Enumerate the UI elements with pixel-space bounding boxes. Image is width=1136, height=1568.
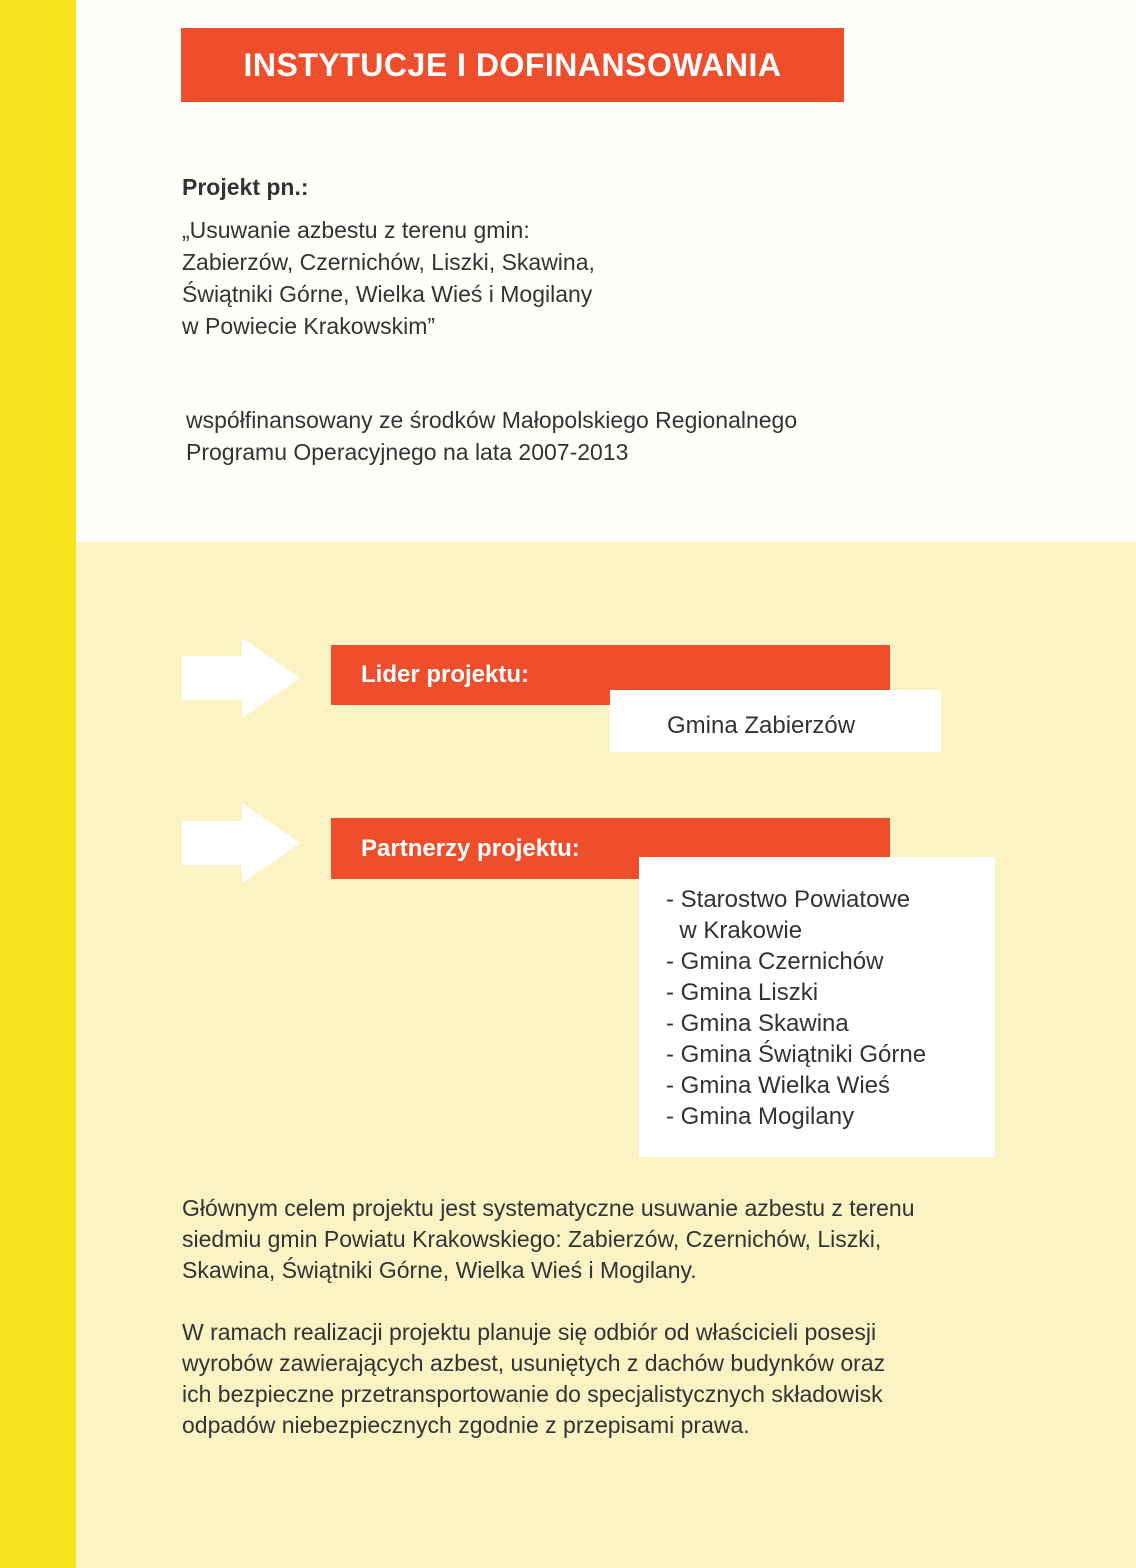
list-item: w Krakowie	[666, 917, 803, 944]
partners-label: Partnerzy projektu:	[331, 818, 890, 879]
list-item: - Starostwo Powiatowe	[666, 886, 911, 913]
funding-line: Programu Operacyjnego na lata 2007-2013	[186, 439, 629, 465]
leader-label: Lider projektu:	[331, 645, 890, 705]
list-item: - Gmina Skawina	[666, 1010, 849, 1037]
arrow-right-icon	[182, 803, 306, 883]
list-item: - Gmina Wielka Wieś	[666, 1072, 891, 1099]
paragraph-line: ich bezpieczne przetransportowanie do specjalistycznych składowisk	[182, 1381, 883, 1407]
arrow-right-icon	[182, 638, 306, 718]
yellow-side-bar	[0, 0, 76, 1568]
paragraph-line: odpadów niebezpiecznych zgodnie z przepisami prawa.	[182, 1412, 750, 1438]
project-label: Projekt pn.:	[182, 174, 309, 200]
list-item: - Gmina Świątniki Górne	[666, 1041, 927, 1068]
paragraph-line: W ramach realizacji projektu planuje się odbiór od właścicieli posesji	[182, 1319, 877, 1345]
page-title: INSTYTUCJE I DOFINANSOWANIA	[181, 28, 844, 102]
list-item: - Gmina Mogilany	[666, 1103, 855, 1130]
leader-value: Gmina Zabierzów	[667, 712, 856, 739]
partners-list	[666, 884, 926, 1132]
project-name-line: w Powiecie Krakowskim”	[182, 313, 436, 339]
funding-line: współfinansowany ze środków Małopolskiego Regionalnego	[186, 407, 798, 433]
paragraph-line: wyrobów zawierających azbest, usuniętych z dachów budynków oraz	[182, 1350, 886, 1376]
list-item: - Gmina Czernichów	[666, 948, 884, 975]
paragraph-line: Skawina, Świątniki Górne, Wielka Wieś i Mogilany.	[182, 1257, 697, 1283]
paragraph-line: Głównym celem projektu jest systematyczne usuwanie azbestu z terenu	[182, 1195, 915, 1221]
project-name-line: Świątniki Górne, Wielka Wieś i Mogilany	[182, 281, 593, 307]
list-item: - Gmina Liszki	[666, 979, 819, 1006]
paragraph-line: siedmiu gmin Powiatu Krakowskiego: Zabierzów, Czernichów, Liszki,	[182, 1226, 882, 1252]
project-name-line: Zabierzów, Czernichów, Liszki, Skawina,	[182, 249, 595, 275]
project-name-line: „Usuwanie azbestu z terenu gmin:	[182, 217, 530, 243]
